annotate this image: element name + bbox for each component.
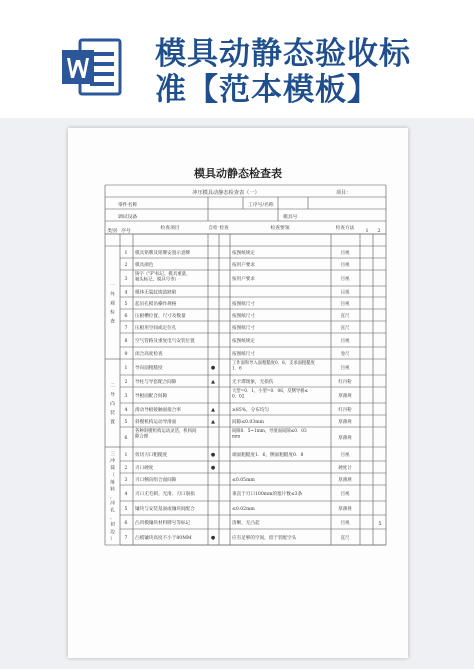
- row-requirement: 应有足够的空间，留于装配空头: [232, 536, 297, 541]
- header-check1: 1: [365, 229, 369, 234]
- table-title: 冲压模具动静态检查表（一）: [192, 190, 260, 196]
- row-method: 直尺: [340, 326, 350, 331]
- row-method: 硬度计: [338, 466, 352, 471]
- row-method: 目视: [340, 302, 350, 307]
- row-mark: ▲: [211, 379, 215, 385]
- row-method: 目视: [340, 277, 350, 282]
- row-requirement: 按用户要求: [232, 277, 255, 282]
- group-label-appearance: 一外观检查: [110, 283, 115, 325]
- part-name-label: 零件名称: [118, 203, 138, 208]
- row-mark: ●: [210, 535, 216, 541]
- row-method: 厚薄规: [338, 478, 352, 483]
- row-method: 目视: [340, 263, 350, 268]
- row-seq: 3: [124, 478, 128, 483]
- row-item: 模具颜色: [135, 263, 154, 268]
- row-requirement: ≤0.02mm: [232, 507, 255, 512]
- row-requirement: 间隙≤0.03mm: [232, 420, 264, 425]
- row-requirement: 按用户要求: [232, 263, 255, 268]
- row-item: 刃口侧向组合面间隙: [135, 478, 177, 483]
- row-seq: 9: [124, 352, 128, 357]
- header-seq: 序号: [121, 229, 131, 234]
- row-seq: 1: [124, 453, 128, 458]
- project-label: 项目：: [336, 190, 352, 196]
- row-item: 各种斜楔机构运动灵活，机构间隙合理: [135, 429, 197, 440]
- row-requirement: 清晰，无凸起: [232, 521, 260, 526]
- row-seq: 3: [124, 277, 128, 282]
- row-requirement: 大型=0．1，小型=0．06，反侧导板≤ 0．02: [232, 389, 309, 400]
- row-item: 压板用空间或定位孔: [135, 326, 177, 331]
- inspection-form: [68, 128, 408, 658]
- header-method: 检查方法: [335, 226, 355, 231]
- row-seq: 3: [124, 394, 128, 399]
- row-requirement: 按图纸尺寸: [232, 302, 255, 307]
- row-item: 滑动导板接触面接合率: [135, 408, 181, 413]
- header-category: 类别: [107, 229, 117, 234]
- row-item: 导柱与导套配合间隙: [135, 380, 177, 385]
- row-requirement: 间隙0．5~1mm，导滑面间隙≤0．03 mm: [232, 429, 307, 440]
- row-mark: ▲: [211, 419, 215, 425]
- row-seq: 5: [124, 420, 128, 425]
- row-method: 厚薄规: [338, 394, 352, 399]
- row-item: 刃口无毛刺、光滑、刃口崩损: [135, 492, 195, 497]
- row-requirement: 按图纸尺寸: [232, 314, 255, 319]
- word-document-icon: [60, 38, 122, 96]
- row-item: 镶块与安装基面或镶块间配合: [135, 507, 195, 512]
- row-mark: ●: [210, 465, 216, 471]
- row-method: 直尺: [340, 314, 350, 319]
- row-requirement: 端面粗糙度1．6，侧面粗糙度0．8: [232, 453, 304, 458]
- row-mark: ▲: [211, 407, 215, 413]
- row-seq: 2: [124, 380, 128, 385]
- header-item: 检查项目: [160, 226, 180, 231]
- row-requirement: 按图纸规定: [232, 339, 255, 344]
- header-banner: [0, 0, 474, 118]
- row-item: 导板面配合间隙: [135, 394, 168, 399]
- row-seq: 4: [124, 408, 128, 413]
- row-seq: 4: [124, 492, 128, 497]
- row-seq: 2: [124, 466, 128, 471]
- row-item: 刃口硬度: [135, 466, 154, 471]
- row-seq: 5: [124, 507, 128, 512]
- row-method: 红丹粉: [338, 408, 352, 413]
- row-seq: 7: [124, 326, 128, 331]
- row-requirement: 无卡滞现象，无损伤: [232, 380, 274, 385]
- row-method: 目视: [340, 251, 350, 256]
- row-seq: 7: [124, 536, 128, 541]
- row-item: 铸字（"F"标记、模具重量、箱头标记、模具号等）: [135, 272, 191, 283]
- row-seq: 2: [124, 263, 128, 268]
- row-method: 厚薄规: [338, 420, 352, 425]
- row-item: 模具铭牌及铭牌安置示意牌: [135, 251, 191, 256]
- row-item: 凸模镶块高度不小于80MM: [135, 536, 192, 541]
- header-self-check: 自检: [208, 226, 218, 231]
- group-label-guide: 二导向装置: [110, 383, 115, 425]
- row-method: 目视: [340, 366, 350, 371]
- row-requirement: 垂直于刃口100mm的塞片数≤3条: [232, 492, 303, 497]
- row-seq: 5: [124, 302, 128, 307]
- row-method: 目视: [340, 339, 350, 344]
- row-seq: 6: [124, 521, 128, 526]
- row-seq: 6: [124, 314, 128, 319]
- row-item: 斜楔机构运动导滑面: [135, 420, 177, 425]
- row-requirement: ≥85%，分布均匀: [232, 408, 270, 413]
- header-check: 检查: [219, 226, 229, 231]
- row-method: 目视: [340, 492, 350, 497]
- row-seq: 6: [124, 436, 128, 441]
- row-item: 起吊孔模吊操作规格: [135, 302, 177, 307]
- document-title: 模具动静态检查表: [194, 167, 282, 180]
- row-method: 红丹粉: [338, 380, 352, 385]
- row-method: 卷尺: [340, 352, 350, 357]
- row-method: 目视: [340, 290, 350, 296]
- row-item: 压板槽位置、尺寸及数量: [135, 314, 186, 319]
- row-item: 模体无裂纹铸造缺陷: [135, 290, 177, 296]
- row-mark: ●: [210, 365, 216, 371]
- page-title-line2: 准【范本模板】: [155, 72, 379, 108]
- row-item: 导向面粗糙度: [135, 366, 163, 371]
- row-item: 空气管路及重复电气安装位置: [135, 339, 195, 344]
- row-seq: 1: [124, 366, 128, 371]
- header-requirement: 检查要领: [270, 226, 290, 231]
- row-method: 直尺: [340, 536, 350, 541]
- row-requirement: 工作面和导入面粗糙度0．8，支承面粗糙度 1．6: [232, 361, 315, 372]
- row-seq: 4: [124, 290, 128, 296]
- trial-equipment-label: 调试设备: [118, 215, 138, 220]
- row-item: 闭合高度检查: [135, 352, 163, 357]
- mold-no-label: 模具号: [283, 215, 298, 220]
- page-title-line1: 模具动静态验收标: [155, 36, 411, 72]
- row-requirement: ≤0.05mm: [232, 478, 255, 483]
- row-mark: ●: [210, 452, 216, 458]
- row-item: 凸凹模镶块材料牌号等标记: [135, 521, 191, 526]
- row-method: 目视: [340, 521, 350, 526]
- row-item: 剪切刃口粗糙度: [135, 453, 168, 458]
- row-requirement: 按图纸尺寸: [232, 326, 255, 331]
- row-seq: 8: [124, 339, 128, 344]
- row-method: 目视: [340, 453, 350, 458]
- side-mark: 5: [378, 521, 382, 527]
- header-check2: 2: [377, 229, 381, 234]
- row-method: 厚薄规: [338, 507, 352, 512]
- row-seq: 1: [124, 251, 128, 256]
- row-requirement: 按图纸尺寸: [232, 352, 255, 357]
- group-label-punching: 三冲裁（落料，冲孔，切边）: [110, 451, 115, 542]
- work-no-label: 工序号/名称: [248, 203, 274, 208]
- document-page: [68, 128, 408, 658]
- row-method: 厚薄规: [338, 436, 352, 441]
- row-requirement: 按图纸规定: [232, 251, 255, 256]
